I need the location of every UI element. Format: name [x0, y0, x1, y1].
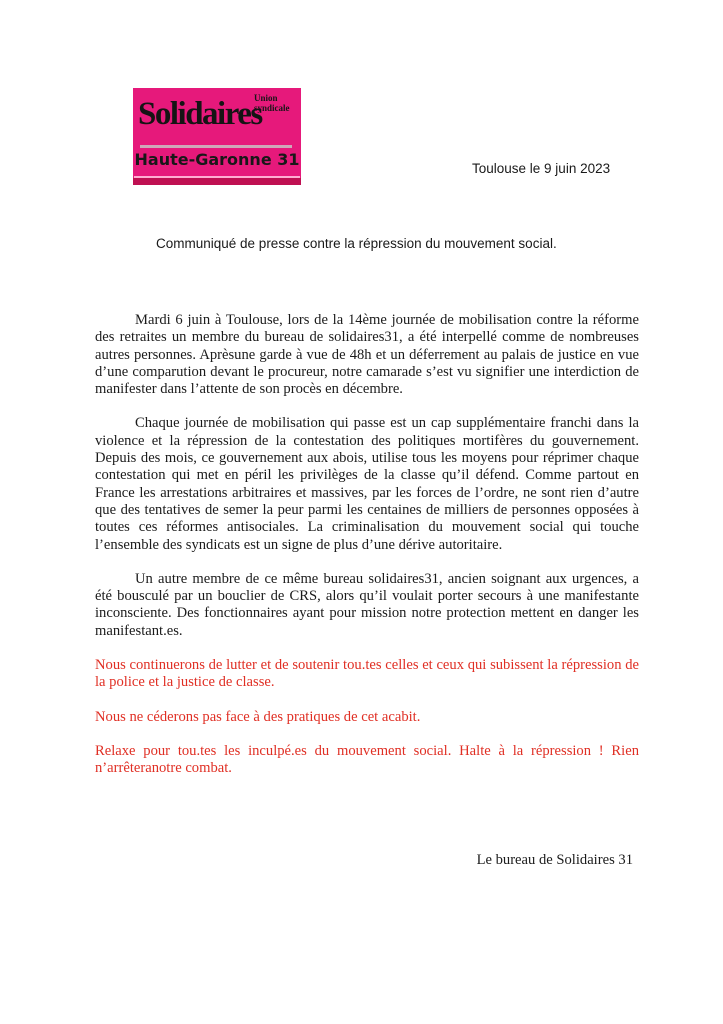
dateline: Toulouse le 9 juin 2023 [472, 161, 611, 176]
logo-union-line2: syndicale [254, 103, 290, 113]
body-paragraph: Un autre membre de ce même bureau solidaires31, ancien soignant aux urgences, a été bousculé par un bouclier de CRS, alors qu’il voulait porter secours à une manifestante inconsciente. Des fonctionnaires ayant pour mission notre protection mettent en danger les manifestant.es. [95, 570, 639, 639]
body-paragraph: Mardi 6 juin à Toulouse, lors de la 14ème journée de mobilisation contre la réforme des retraites un membre du bureau de solidaires31, a été interpellé comme de nombreuses autres personnes. Aprèsune garde à vue de 48h et un déferrement au palais de justice en vue d’une comparution devant le procureur, notre camarade s’est vu signifier une interdiction de manifester dans l’attente de son procès en décembre. [95, 312, 639, 398]
body-paragraph-red: Relaxe pour tou.tes les inculpé.es du mouvement social. Halte à la répression ! Rien n’arrêteranotre combat. [95, 742, 639, 777]
logo-bottom-strip [133, 178, 301, 185]
logo-wordmark: Solidaires [138, 96, 262, 132]
logo-region-label: Haute-Garonne 31 [134, 150, 300, 169]
body-paragraph-red: Nous continuerons de lutter et de soutenir tou.tes celles et ceux qui subissent la répression de la police et la justice de classe. [95, 657, 639, 691]
signature: Le bureau de Solidaires 31 [476, 852, 633, 868]
body-paragraph-red: Nous ne céderons pas face à des pratiques de cet acabit. [95, 708, 421, 725]
body-text [95, 312, 639, 795]
logo-underline-streak [140, 145, 292, 148]
solidaires-logo [133, 88, 301, 185]
body-paragraph: Chaque journée de mobilisation qui passe est un cap supplémentaire franchi dans la violence et la répression de la contestation des politiques mortifères du gouvernement. Depuis des mois, ce gouvernement aux abois, utilise tous les moyens pour réprimer chaque contestation qui met en péril les privilèges de la classe qu’il défend. Comme partout en France les arrestations arbitraires et massives, par les forces de l’ordre, ne sont rien d’autre que des tentatives de semer la peur parmi les centaines de milliers de personnes opposées à toutes ces réformes antisociales. La criminalisation du mouvement social qui touche l’ensemble des syndicats est un signe de plus d’une dérive autoritaire. [95, 415, 639, 553]
press-release-title: Communiqué de presse contre la répression du mouvement social. [156, 236, 557, 251]
logo-union-line1: Union [254, 93, 278, 103]
